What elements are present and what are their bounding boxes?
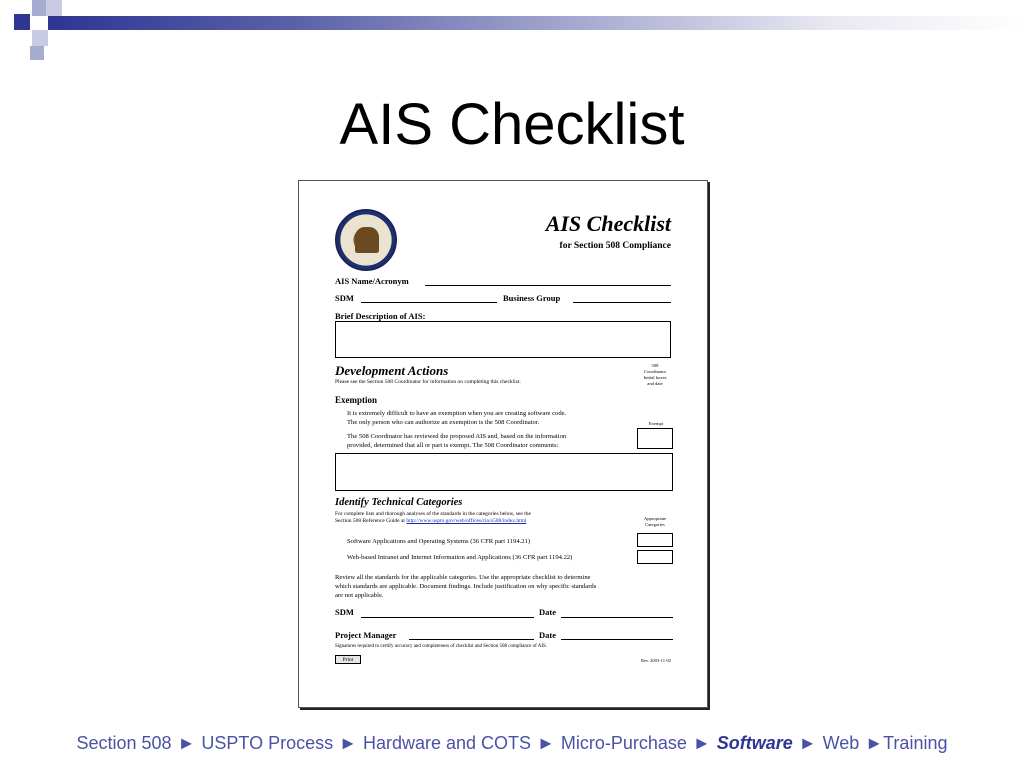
decor-square-1 — [14, 14, 30, 30]
breadcrumb-separator-icon: ► — [692, 733, 711, 753]
signature-sdm-field[interactable] — [361, 617, 534, 618]
sdm-field[interactable] — [361, 302, 497, 303]
checklist-document — [298, 180, 708, 708]
header-gradient-bar — [48, 16, 1024, 30]
breadcrumb-separator-icon: ► — [177, 733, 196, 753]
coordinator-comments-field[interactable] — [335, 453, 673, 491]
categories-intro-1: For complete lists and thorough analyses of the standards in the categories below, see the — [335, 511, 531, 517]
decor-square-3 — [46, 0, 62, 16]
exempt-checkbox[interactable] — [637, 428, 673, 449]
breadcrumb-separator-icon: ► — [865, 733, 884, 753]
signature-pm-label: Project Manager — [335, 630, 397, 640]
footer-breadcrumb — [0, 733, 1024, 754]
breadcrumb-item[interactable]: USPTO Process — [201, 733, 334, 753]
coordinator-column-label: 508 Coordinator Initial boxes and date — [643, 363, 667, 386]
document-subtitle: for Section 508 Compliance — [559, 241, 671, 251]
signature-note: Signatures required to certify accuracy and completeness of checklist and Section 508 compliance of AIS. — [335, 644, 548, 649]
categories-heading: Identify Technical Categories — [335, 497, 463, 508]
review-instructions: Review all the standards for the applicable categories. Use the appropriate checklist to determine which standards are applicable. Document findings. Include justification on why specific standards are not applicable. — [335, 574, 597, 599]
breadcrumb-item[interactable]: Hardware and COTS — [362, 733, 532, 753]
category-web-checkbox[interactable] — [637, 550, 673, 564]
print-button[interactable]: Print — [335, 655, 361, 664]
slide-title: AIS Checklist — [339, 92, 685, 157]
business-group-field[interactable] — [573, 302, 671, 303]
breadcrumb-separator-icon: ► — [339, 733, 357, 753]
description-field[interactable] — [335, 321, 671, 358]
appropriate-categories-label: Appropriate Categories — [643, 516, 667, 527]
description-label: Brief Description of AIS: — [335, 311, 426, 321]
sdm-label: SDM — [335, 293, 354, 303]
exemption-text-1: It is extremely difficult to have an exemption when you are creating software code. The only person who can authorize an exemption is the 508 Coordinator. — [347, 410, 567, 426]
breadcrumb-item[interactable]: Software — [716, 733, 793, 753]
category-software-checkbox[interactable] — [637, 533, 673, 547]
category-software: Software Applications and Operating Systems (36 CFR part 1194.21) — [347, 538, 531, 545]
ais-name-field[interactable] — [425, 285, 671, 286]
signature-date2-label: Date — [539, 630, 556, 640]
reference-guide-link[interactable]: http://www.uspto.gov/web/offices/cio/s508/index.html — [406, 518, 527, 524]
ais-name-label: AIS Name/Acronym — [335, 276, 409, 286]
breadcrumb-item[interactable]: Training — [883, 733, 948, 753]
signature-pm-field[interactable] — [409, 639, 534, 640]
breadcrumb-item[interactable]: Section 508 — [76, 733, 172, 753]
signature-date1-label: Date — [539, 607, 556, 617]
decor-square-5 — [30, 46, 44, 60]
exempt-label: Exempt — [648, 421, 664, 426]
breadcrumb-item[interactable]: Web — [822, 733, 860, 753]
breadcrumb-separator-icon: ► — [798, 733, 817, 753]
uspto-seal-icon — [335, 209, 397, 271]
revision-label: Rev. 2003-11-02 — [640, 658, 671, 663]
business-group-label: Business Group — [503, 293, 561, 303]
document-title: AIS Checklist — [545, 211, 671, 236]
signature-date1-field[interactable] — [561, 617, 673, 618]
categories-intro-2: Section 508 Reference Guide at http://www.uspto.gov/web/offices/cio/s508/index.html — [335, 518, 527, 524]
exemption-text-2: The 508 Coordinator has reviewed the proposed AIS and, based on the information provided, determined that all or part is exempt. The 508 Coordinator comments: — [347, 433, 567, 449]
decor-square-4 — [32, 30, 48, 46]
exemption-heading: Exemption — [335, 395, 378, 405]
breadcrumb-separator-icon: ► — [537, 733, 555, 753]
signature-date2-field[interactable] — [561, 639, 673, 640]
category-web: Web-based Intranet and Internet Information and Applications (36 CFR part 1194.22) — [347, 554, 573, 561]
development-note: Please see the Section 508 Coordinator for information on completing this checklist. — [335, 379, 521, 385]
signature-sdm-label: SDM — [335, 607, 354, 617]
breadcrumb-item[interactable]: Micro-Purchase — [560, 733, 687, 753]
development-heading: Development Actions — [335, 363, 449, 378]
